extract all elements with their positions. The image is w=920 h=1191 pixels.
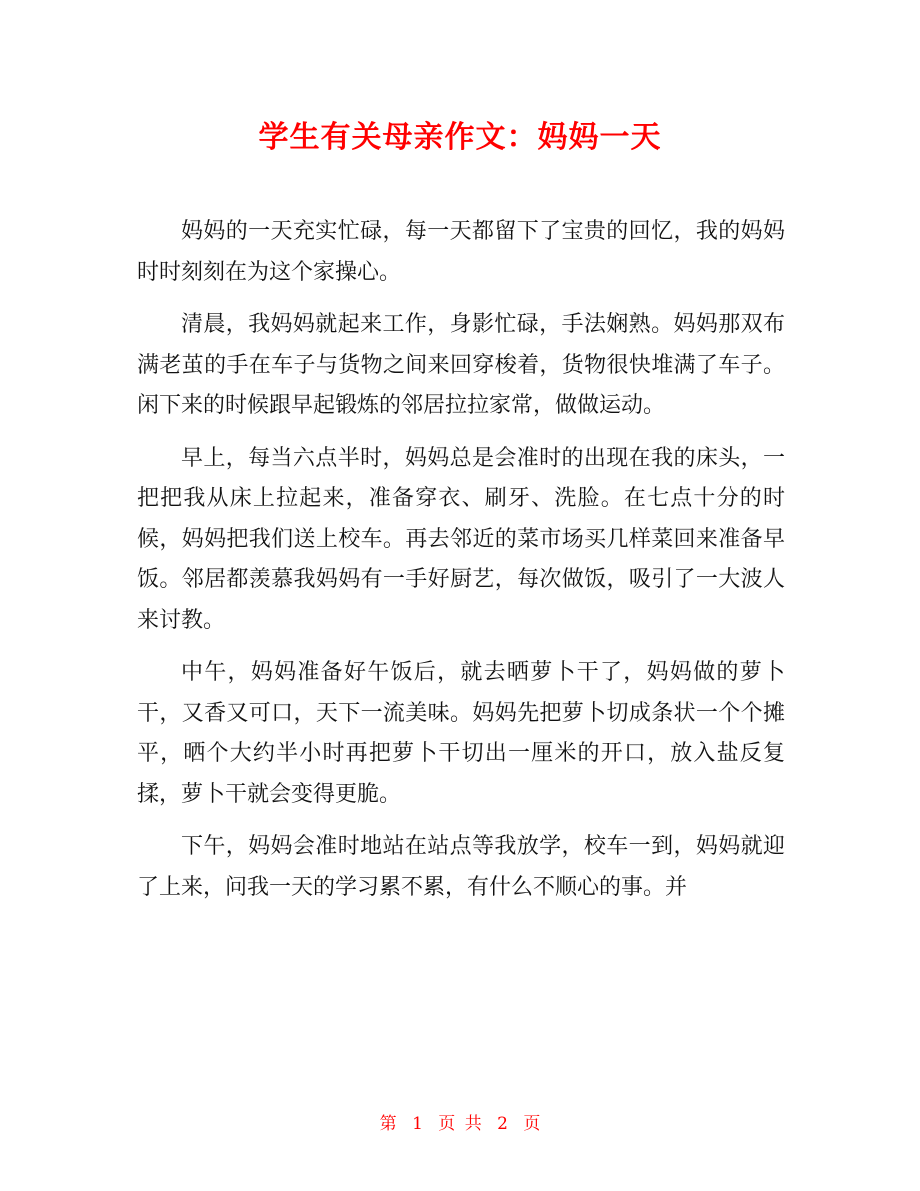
paragraph: 早上，每当六点半时，妈妈总是会准时的出现在我的床头，一把把我从床上拉起来，准备穿衣、刷牙、洗脸。在七点十分的时候，妈妈把我们送上校车。再去邻近的菜市场买几样菜回来准备早饭。邻居都羡慕我妈妈有一手好厨艺，每次做饭，吸引了一大波人来讨教。 bbox=[137, 445, 785, 633]
footer-middle: 页 共 bbox=[438, 1114, 482, 1134]
paragraph: 下午，妈妈会准时地站在站点等我放学，校车一到，妈妈就迎了上来，问我一天的学习累不累，有什么不顺心的事。并 bbox=[137, 834, 785, 900]
paragraph: 中午，妈妈准备好午饭后，就去晒萝卜干了，妈妈做的萝卜干，又香又可口，天下一流美味。妈妈先把萝卜切成条状一个个摊平，晒个大约半小时再把萝卜干切出一厘米的开口，放入盐反复揉，萝卜干就会变得更脆。 bbox=[137, 660, 785, 807]
footer-prefix: 第 bbox=[379, 1114, 397, 1134]
page-total: 2 bbox=[497, 1114, 508, 1134]
paragraph: 妈妈的一天充实忙碌，每一天都留下了宝贵的回忆，我的妈妈时时刻刻在为这个家操心。 bbox=[137, 219, 785, 285]
footer-suffix: 页 bbox=[523, 1114, 541, 1134]
document-body bbox=[137, 212, 785, 920]
page-footer bbox=[0, 1112, 920, 1136]
page-number: 1 bbox=[412, 1114, 423, 1134]
paragraph: 清晨，我妈妈就起来工作，身影忙碌，手法娴熟。妈妈那双布满老茧的手在车子与货物之间来回穿梭着，货物很快堆满了车子。闲下来的时候跟早起锻炼的邻居拉拉家常，做做运动。 bbox=[137, 312, 785, 418]
document-title: 学生有关母亲作文：妈妈一天 bbox=[258, 120, 662, 155]
